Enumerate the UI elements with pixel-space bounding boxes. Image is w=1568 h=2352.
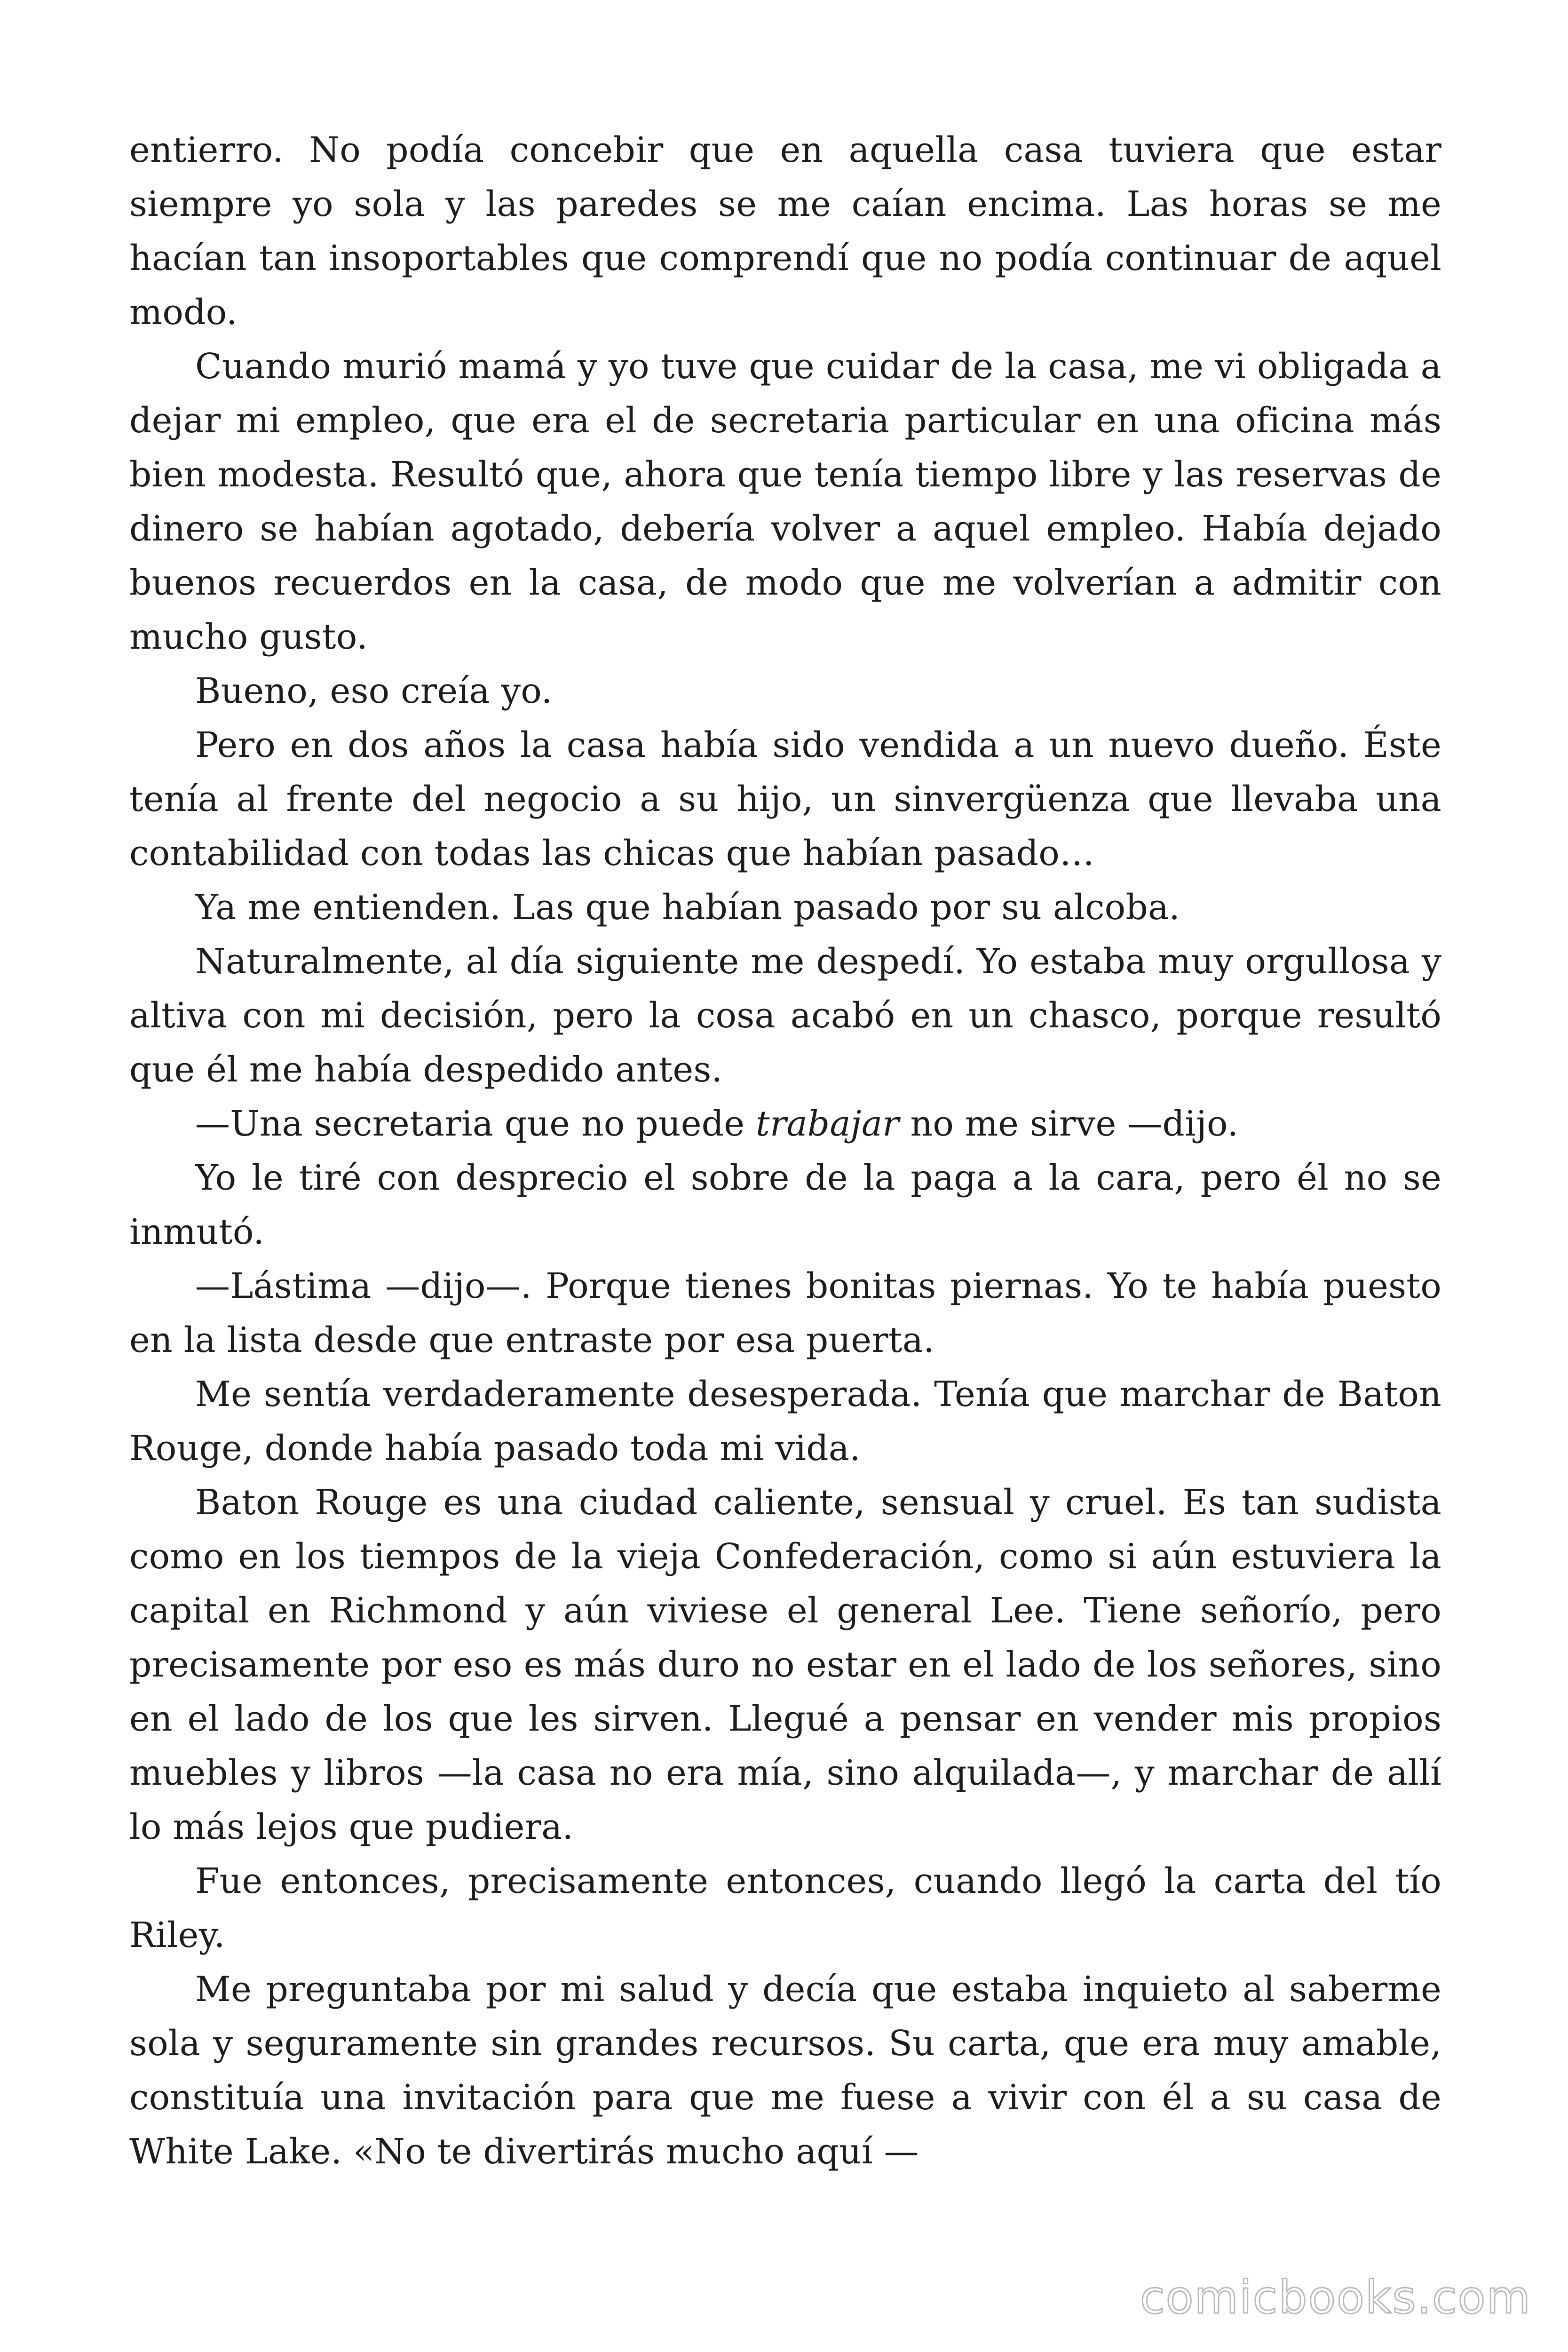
paragraph <box>129 881 1441 935</box>
text-run: Ya me entienden. Las que habían pasado por su alcoba. <box>195 887 1180 928</box>
text-run: no me sirve —dijo. <box>899 1104 1239 1144</box>
text-run: —Lástima —dijo—. Porque tienes bonitas piernas. Yo te había puesto en la lista desde que entraste por esa puerta. <box>129 1266 1441 1360</box>
text-run: Bueno, eso creía yo. <box>195 671 553 711</box>
paragraph <box>129 1259 1441 1367</box>
paragraph <box>129 1476 1441 1854</box>
paragraph <box>129 664 1441 718</box>
text-run: —Una secretaria que no puede <box>195 1104 756 1144</box>
paragraph <box>129 123 1441 340</box>
text-run: Cuando murió mamá y yo tuve que cuidar de la casa, me vi obligada a dejar mi empleo, que era el de secretaria particular en una oficina más bien modesta. Resultó que, ahora que tenía tiempo libre y las reservas de dinero se habían agotado, debería volver a aquel empleo. Había dejado buenos recuerdos en la casa, de modo que me volverían a admitir con mucho gusto. <box>129 346 1441 657</box>
text-run: Baton Rouge es una ciudad caliente, sensual y cruel. Es tan sudista como en los tiempos de la vieja Confederación, como si aún estuviera la capital en Richmond y aún viviese el general Lee. Tiene señorío, pero precisamente por eso es más duro no estar en el lado de los señores, sino en el lado de los que les sirven. Llegué a pensar en vender mis propios muebles y libros —la casa no era mía, sino alquilada—, y marchar de allí lo más lejos que pudiera. <box>129 1482 1441 1847</box>
text-run: Me preguntaba por mi salud y decía que estaba inquieto al saberme sola y seguramente sin grandes recursos. Su carta, que era muy amable, constituía una invitación para que me fuese a vivir con él a su casa de White Lake. «No te divertirás mucho aquí — <box>129 1969 1441 2172</box>
italic-text: trabajar <box>755 1104 899 1144</box>
paragraph <box>129 340 1441 664</box>
text-run: entierro. No podía concebir que en aquella casa tuviera que estar siempre yo sola y las paredes se me caían encima. Las horas se me hacían tan insoportables que comprendí que no podía continuar de aquel modo. <box>129 130 1441 333</box>
watermark-logo: comicbooks.com <box>1140 2271 1531 2324</box>
paragraph <box>129 1854 1441 1963</box>
text-run: Pero en dos años la casa había sido vendida a un nuevo dueño. Éste tenía al frente del negocio a su hijo, un sinvergüenza que llevaba una contabilidad con todas las chicas que habían pasado… <box>129 725 1441 874</box>
paragraph <box>129 935 1441 1097</box>
paragraph <box>129 1963 1441 2179</box>
text-run: Fue entonces, precisamente entonces, cuando llegó la carta del tío Riley. <box>129 1861 1441 1955</box>
paragraph <box>129 718 1441 881</box>
text-run: Yo le tiré con desprecio el sobre de la paga a la cara, pero él no se inmutó. <box>129 1158 1441 1252</box>
paragraph <box>129 1367 1441 1476</box>
paragraph <box>129 1097 1441 1151</box>
text-run: Naturalmente, al día siguiente me despedí. Yo estaba muy orgullosa y altiva con mi decisión, pero la cosa acabó en un chasco, porque resultó que él me había despedido antes. <box>129 941 1441 1090</box>
text-run: Me sentía verdaderamente desesperada. Tenía que marchar de Baton Rouge, donde había pasado toda mi vida. <box>129 1374 1441 1469</box>
paragraph <box>129 1151 1441 1259</box>
page-body-text <box>129 123 1441 2179</box>
